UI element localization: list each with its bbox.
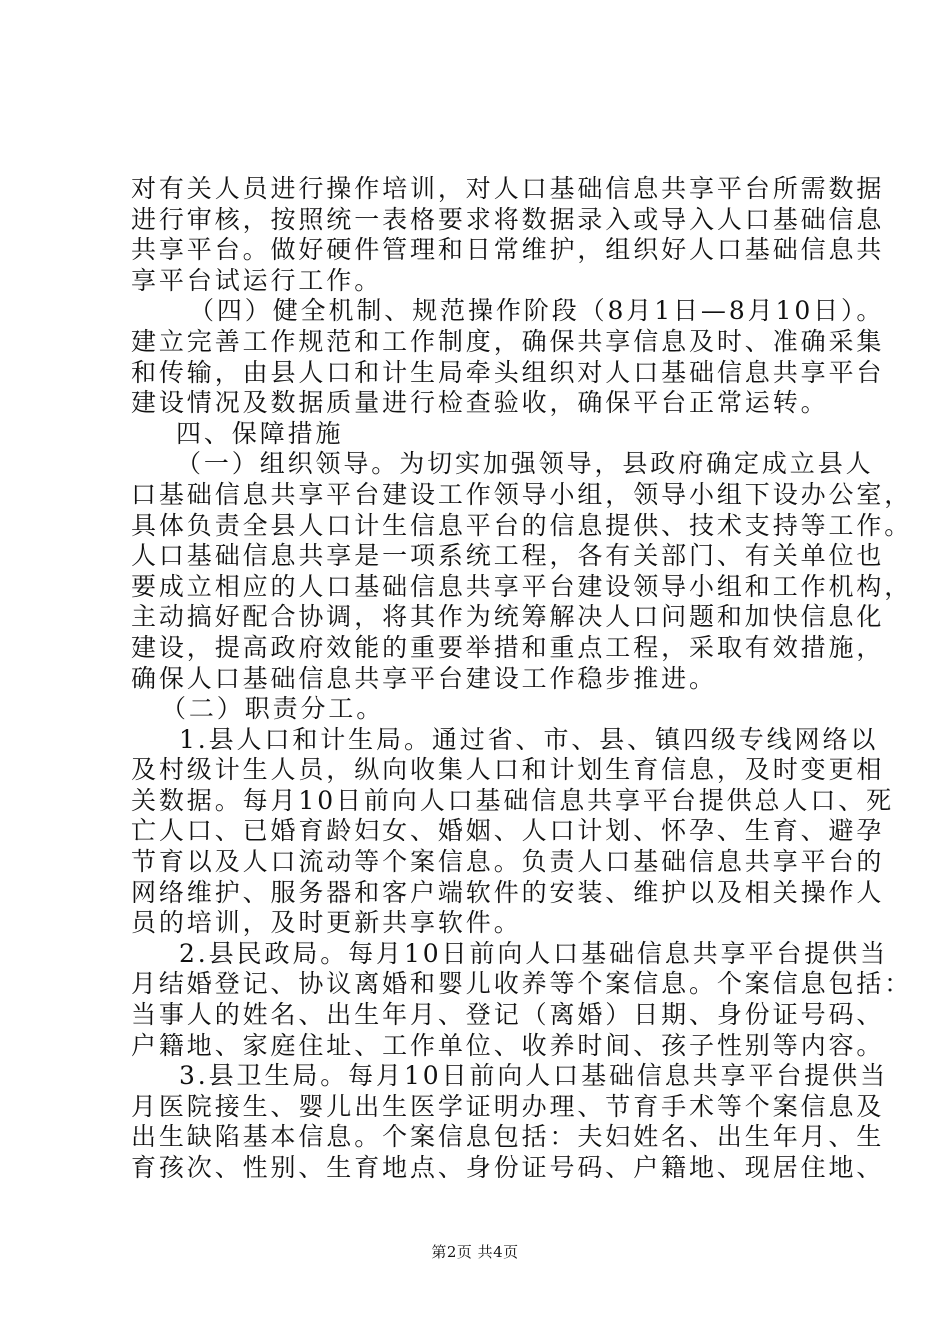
text-line: 员的培训，及时更新共享软件。 [131, 908, 522, 938]
text-line: 出生缺陷基本信息。个案信息包括：夫妇姓名、出生年月、生 [131, 1122, 885, 1152]
text-line: 具体负责全县人口计生信息平台的信息提供、技术支持等工作。 [131, 510, 913, 540]
text-line: （一）组织领导。为切实加强领导，县政府确定成立县人 [176, 449, 874, 479]
text-line: 进行审核，按照统一表格要求将数据录入或导入人口基础信息 [131, 204, 885, 234]
page-footer [0, 1242, 950, 1262]
text-line: 建立完善工作规范和工作制度，确保共享信息及时、准确采集 [131, 326, 885, 356]
text-line: 和传输，由县人口和计生局牵头组织对人口基础信息共享平台 [131, 357, 885, 387]
text-line: 享平台试运行工作。 [131, 265, 383, 295]
text-line: 育孩次、性别、生育地点、身份证号码、户籍地、现居住地、 [131, 1153, 885, 1182]
text-line: 当事人的姓名、出生年月、登记（离婚）日期、身份证号码、 [131, 1000, 885, 1030]
text-line: 确保人口基础信息共享平台建设工作稳步推进。 [131, 663, 717, 693]
text-line: （四）健全机制、规范操作阶段（8月1日—8月10日）。 [189, 296, 885, 326]
text-line: 要成立相应的人口基础信息共享平台建设领导小组和工作机构， [131, 571, 913, 601]
text-line: 共享平台。做好硬件管理和日常维护，组织好人口基础信息共 [131, 235, 885, 265]
subsection-heading: （二）职责分工。 [161, 694, 385, 724]
text-line: 网络维护、服务器和客户端软件的安装、维护以及相关操作人 [131, 877, 885, 907]
text-line: 月结婚登记、协议离婚和婴儿收养等个案信息。个案信息包括： [131, 969, 913, 999]
text-line: 亡人口、已婚育龄妇女、婚姻、人口计划、怀孕、生育、避孕 [131, 816, 885, 846]
text-line: 关数据。每月10日前向人口基础信息共享平台提供总人口、死 [131, 785, 895, 815]
text-line: 人口基础信息共享是一项系统工程，各有关部门、有关单位也 [131, 541, 885, 571]
text-line: 2.县民政局。每月10日前向人口基础信息共享平台提供当 [179, 938, 888, 968]
page-number-label: 第2页 共4页 [431, 1243, 519, 1261]
text-line: 1.县人口和计生局。通过省、市、县、镇四级专线网络以 [179, 724, 879, 754]
text-line: 户籍地、家庭住址、工作单位、收养时间、孩子性别等内容。 [131, 1030, 885, 1060]
text-line: 建设情况及数据质量进行检查验收，确保平台正常运转。 [131, 388, 829, 418]
text-line: 主动搞好配合协调，将其作为统筹解决人口问题和加快信息化 [131, 602, 885, 632]
text-line: 及村级计生人员，纵向收集人口和计划生育信息，及时变更相 [131, 755, 885, 785]
section-heading: 四、保障措施 [176, 418, 344, 448]
text-line: 口基础信息共享平台建设工作领导小组，领导小组下设办公室， [131, 479, 913, 509]
text-line: 建设，提高政府效能的重要举措和重点工程，采取有效措施， [131, 632, 885, 662]
text-line: 对有关人员进行操作培训，对人口基础信息共享平台所需数据 [131, 174, 885, 203]
text-line: 节育以及人口流动等个案信息。负责人口基础信息共享平台的 [131, 847, 885, 877]
text-line: 3.县卫生局。每月10日前向人口基础信息共享平台提供当 [179, 1061, 888, 1091]
document-body [131, 174, 913, 1184]
text-line: 月医院接生、婴儿出生医学证明办理、节育手术等个案信息及 [131, 1091, 885, 1121]
